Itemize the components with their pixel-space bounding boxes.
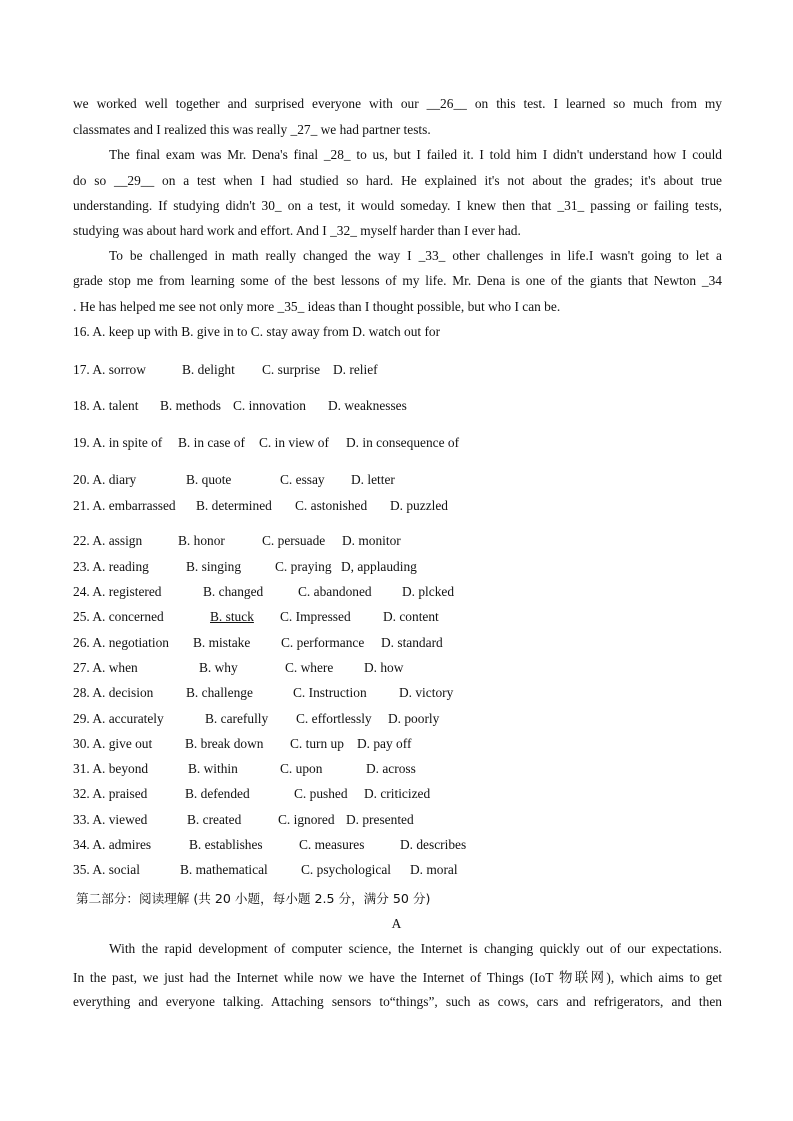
reading-line: With the rapid development of computer science, the Internet is changing quickly out of our expectations. [109, 941, 722, 956]
option-a: 24. A. registered [73, 584, 162, 599]
question-16: 16. A. keep up with B. give in to C. stay away from D. watch out for [73, 324, 441, 339]
option-b: B. defended [185, 786, 250, 801]
option-a: 22. A. assign [73, 533, 143, 548]
option-c: C. performance [281, 635, 365, 650]
option-b: B. singing [186, 559, 242, 574]
option-a: 18. A. talent [73, 398, 139, 413]
option-b: B. stuck [210, 609, 254, 624]
option-a: 35. A. social [73, 862, 140, 877]
option-b: B. challenge [186, 685, 253, 700]
option-c: C. measures [299, 837, 365, 852]
passage-line: . He has helped me see not only more _35_ ideas than I thought possible, but who I can be. [73, 299, 561, 314]
option-b: B. establishes [189, 837, 263, 852]
option-b: B. created [187, 812, 242, 827]
option-d: D. relief [333, 362, 378, 377]
option-c: C. abandoned [298, 584, 372, 599]
option-d: D. poorly [388, 711, 440, 726]
option-a: 34. A. admires [73, 837, 152, 852]
passage-line: classmates and I realized this was really _27_ we had partner tests. [73, 122, 431, 137]
option-d: D. pay off [357, 736, 412, 751]
passage-line: studying was about hard work and effort. And I _32_ myself harder than I ever had. [73, 223, 521, 238]
option-a: 21. A. embarrassed [73, 498, 176, 513]
option-c: C. Instruction [293, 685, 367, 700]
option-b: B. mistake [193, 635, 251, 650]
option-d: D. how [364, 660, 404, 675]
option-b: B. mathematical [180, 862, 268, 877]
option-c: C. in view of [259, 435, 329, 450]
option-a: 31. A. beyond [73, 761, 149, 776]
option-b: B. quote [186, 472, 232, 487]
option-d: D. monitor [342, 533, 401, 548]
option-b: B. in case of [178, 435, 245, 450]
option-c: C. innovation [233, 398, 306, 413]
option-a: 27. A. when [73, 660, 138, 675]
option-a: 23. A. reading [73, 559, 149, 574]
option-b: B. within [188, 761, 238, 776]
reading-line: In the past, we just had the Internet while now we have the Internet of Things (IoT 物联网), which aims to get [73, 970, 722, 985]
reading-line: everything and everyone talking. Attaching sensors to“things”, such as cows, cars and refrigerators, and then [73, 994, 722, 1009]
option-c: C. Impressed [280, 609, 351, 624]
option-c: C. pushed [294, 786, 348, 801]
section-heading: 第二部分：阅读理解 (共 20 小题，每小题 2.5 分，满分 50 分) [76, 891, 431, 906]
option-a: 30. A. give out [73, 736, 153, 751]
option-b: B. changed [203, 584, 264, 599]
option-a: 32. A. praised [73, 786, 148, 801]
option-d: D. plcked [402, 584, 455, 599]
passage-line: grade stop me from learning some of the best lessons of my life. Mr. Dena is one of the giants that Newton _34 [73, 273, 722, 288]
option-c: C. psychological [301, 862, 392, 877]
option-d: D. content [383, 609, 439, 624]
option-d: D. weaknesses [328, 398, 407, 413]
passage-line: The final exam was Mr. Dena's final _28_ to us, but I failed it. I told him I didn't understand how I could [109, 147, 722, 162]
option-b: B. carefully [205, 711, 269, 726]
option-b: B. delight [182, 362, 235, 377]
option-d: D. presented [346, 812, 414, 827]
passage-line: understanding. If studying didn't 30_ on a test, it would someday. I knew then that _31_ passing or failing tests, [73, 198, 722, 213]
passage-line: do so __29__ on a test when I had studied so hard. He explained it's not about the grades; it's about true [73, 173, 722, 188]
option-d: D. in consequence of [346, 435, 460, 450]
option-d: D. across [366, 761, 416, 776]
option-b: B. honor [178, 533, 225, 548]
option-c: C. upon [280, 761, 323, 776]
option-d: D. puzzled [390, 498, 449, 513]
option-d: D. letter [351, 472, 395, 487]
passage-label: A [391, 916, 402, 931]
option-d: D. victory [399, 685, 454, 700]
passage-line: To be challenged in math really changed the way I _33_ other challenges in life.I wasn't going to let a [109, 248, 722, 263]
option-d: D. standard [381, 635, 443, 650]
option-a: 19. A. in spite of [73, 435, 163, 450]
option-a: 26. A. negotiation [73, 635, 169, 650]
option-b: B. determined [196, 498, 272, 513]
option-d: D. describes [400, 837, 467, 852]
option-c: C. turn up [290, 736, 344, 751]
option-b: B. methods [160, 398, 222, 413]
option-b: B. why [199, 660, 238, 675]
option-a: 17. A. sorrow [73, 362, 146, 377]
option-c: C. effortlessly [296, 711, 372, 726]
option-a: 33. A. viewed [73, 812, 148, 827]
option-d: D. moral [410, 862, 458, 877]
option-d: D. criticized [364, 786, 431, 801]
option-c: C. where [285, 660, 334, 675]
passage-line: we worked well together and surprised everyone with our __26__ on this test. I learned so much from my [73, 96, 722, 111]
option-c: C. praying [275, 559, 332, 574]
option-c: C. astonished [295, 498, 368, 513]
option-c: C. essay [280, 472, 325, 487]
option-c: C. surprise [262, 362, 321, 377]
option-a: 25. A. concerned [73, 609, 164, 624]
option-a: 29. A. accurately [73, 711, 164, 726]
option-c: C. persuade [262, 533, 326, 548]
option-a: 20. A. diary [73, 472, 137, 487]
option-b: B. break down [185, 736, 264, 751]
option-c: C. ignored [278, 812, 335, 827]
option-d: D, applauding [341, 559, 417, 574]
option-a: 28. A. decision [73, 685, 154, 700]
